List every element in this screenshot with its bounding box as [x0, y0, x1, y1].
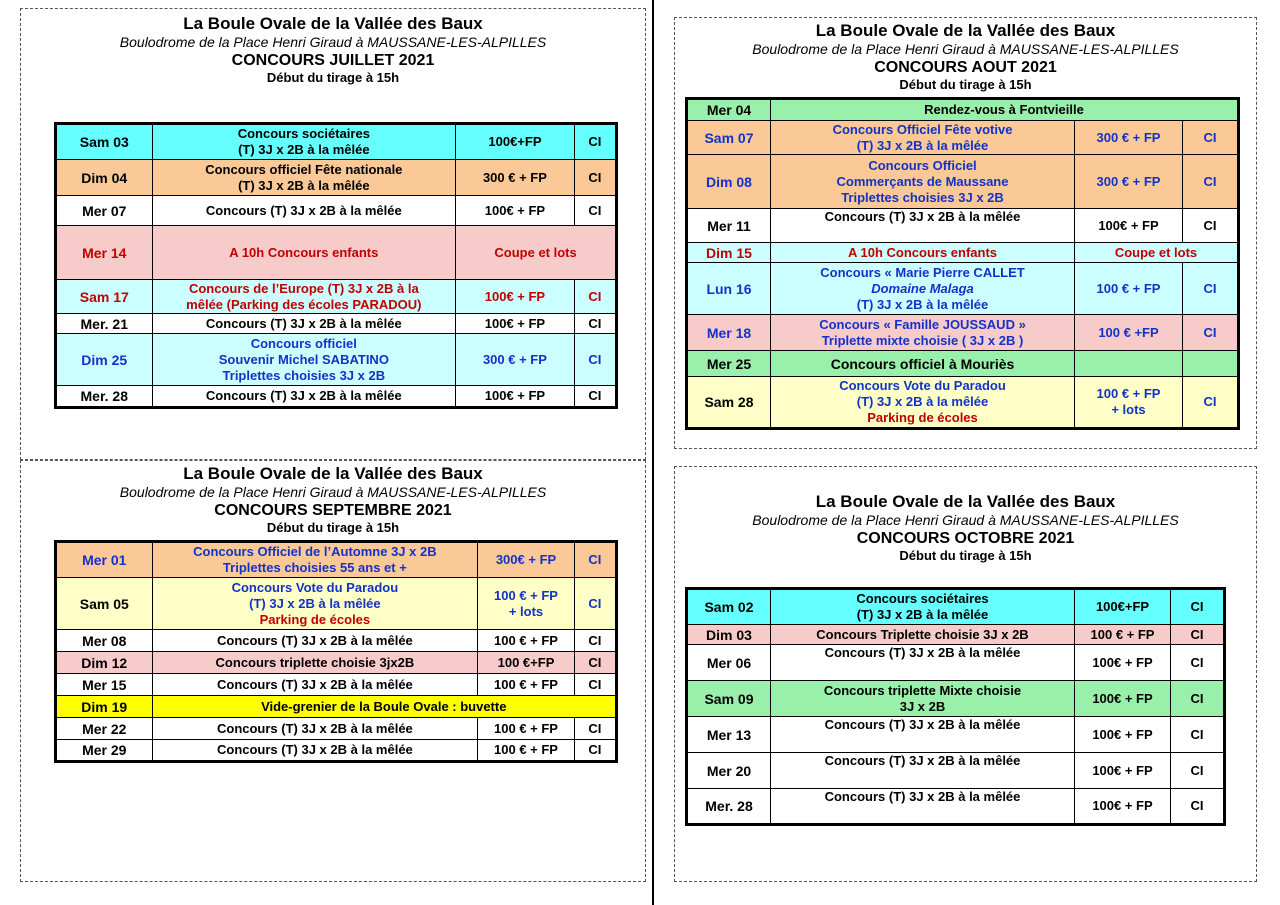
- septembre-table: [54, 540, 618, 763]
- ci-cell: CI: [1183, 209, 1239, 243]
- date-cell: Sam 17: [56, 280, 153, 314]
- event-cell: Concours Vote du Paradou (T) 3J x 2B à la mêlée Parking de écoles: [771, 377, 1075, 429]
- event-cell: Vide-grenier de la Boule Ovale : buvette: [152, 696, 616, 718]
- table-row: [56, 160, 617, 196]
- event-cell: Concours Officiel Fête votive (T) 3J x 2B à la mêlée: [771, 121, 1075, 155]
- prize-cell: 100 € + FP: [1075, 263, 1183, 315]
- event-cell: Concours (T) 3J x 2B à la mêlée: [771, 209, 1075, 243]
- date-cell: Mer 29: [56, 740, 153, 762]
- prize-cell: 100€ + FP: [456, 386, 575, 408]
- club-title: La Boule Ovale de la Vallée des Baux: [183, 14, 483, 33]
- ci-cell: CI: [574, 630, 616, 652]
- event-cell: Concours (T) 3J x 2B à la mêlée: [771, 717, 1075, 753]
- event-cell: Concours officiel Souvenir Michel SABATINO Triplettes choisies 3J x 2B: [152, 334, 456, 386]
- event-cell: Concours (T) 3J x 2B à la mêlée: [771, 753, 1075, 789]
- table-row: [687, 589, 1225, 625]
- event-cell: Concours sociétaires (T) 3J x 2B à la mêlée: [771, 589, 1075, 625]
- prize-cell: 300 € + FP: [1075, 155, 1183, 209]
- ci-cell: [1183, 351, 1239, 377]
- table-row: [56, 696, 617, 718]
- draw-time: Début du tirage à 15h: [899, 77, 1032, 92]
- page-divider: [652, 0, 654, 905]
- prize-cell: 100€+FP: [456, 124, 575, 160]
- date-cell: Mer 07: [56, 196, 153, 226]
- table-row: [687, 753, 1225, 789]
- event-cell: Concours Officiel de l’Automne 3J x 2B Triplettes choisies 55 ans et +: [152, 542, 478, 578]
- date-cell: Mer 18: [687, 315, 771, 351]
- table-row: [687, 717, 1225, 753]
- ci-cell: CI: [574, 314, 616, 334]
- table-row: [687, 209, 1239, 243]
- table-row: [687, 315, 1239, 351]
- event-cell: Concours Vote du Paradou (T) 3J x 2B à la mêlée Parking de écoles: [152, 578, 478, 630]
- event-cell: Concours officiel Fête nationale (T) 3J x 2B à la mêlée: [152, 160, 456, 196]
- prize-cell: 100€ + FP: [1075, 645, 1171, 681]
- ci-cell: CI: [1171, 681, 1225, 717]
- septembre-panel: [20, 460, 646, 882]
- octobre-table: [685, 587, 1226, 826]
- prize-cell: Coupe et lots: [1075, 243, 1239, 263]
- ci-cell: CI: [574, 280, 616, 314]
- ci-cell: CI: [574, 160, 616, 196]
- event-cell: Rendez-vous à Fontvieille: [771, 99, 1239, 121]
- table-row: [56, 226, 617, 280]
- table-row: [687, 121, 1239, 155]
- date-cell: Mer 08: [56, 630, 153, 652]
- club-title: La Boule Ovale de la Vallée des Baux: [183, 464, 483, 483]
- prize-cell: 100€ + FP: [1075, 209, 1183, 243]
- date-cell: Mer 15: [56, 674, 153, 696]
- event-cell: Concours « Marie Pierre CALLET Domaine Malaga (T) 3J x 2B à la mêlée: [771, 263, 1075, 315]
- prize-cell: 100 € + FP: [478, 674, 575, 696]
- prize-cell: 100 € + FP: [1075, 625, 1171, 645]
- date-cell: Mer 11: [687, 209, 771, 243]
- date-cell: Dim 15: [687, 243, 771, 263]
- date-cell: Mer. 21: [56, 314, 153, 334]
- table-row: [56, 196, 617, 226]
- draw-time: Début du tirage à 15h: [266, 70, 400, 85]
- event-cell: Concours sociétaires (T) 3J x 2B à la mêlée: [152, 124, 456, 160]
- ci-cell: CI: [1171, 789, 1225, 825]
- club-subtitle: Boulodrome de la Place Henri Giraud à MAUSSANE-LES-ALPILLES: [752, 41, 1179, 57]
- ci-cell: CI: [574, 652, 616, 674]
- event-cell: A 10h Concours enfants: [771, 243, 1075, 263]
- prize-cell: 100€ + FP: [456, 314, 575, 334]
- date-cell: Sam 07: [687, 121, 771, 155]
- prize-cell: 100 € + FP: [478, 740, 575, 762]
- aout-panel: [674, 17, 1257, 449]
- ci-cell: CI: [574, 718, 616, 740]
- date-cell: Mer 20: [687, 753, 771, 789]
- table-row: [687, 263, 1239, 315]
- event-cell: Concours de l’Europe (T) 3J x 2B à la mêlée (Parking des écoles PARADOU): [152, 280, 456, 314]
- ci-cell: CI: [574, 386, 616, 408]
- date-cell: Dim 03: [687, 625, 771, 645]
- date-cell: Mer 01: [56, 542, 153, 578]
- club-title: La Boule Ovale de la Vallée des Baux: [815, 492, 1116, 511]
- draw-time: Début du tirage à 15h: [899, 548, 1032, 563]
- table-row: [687, 243, 1239, 263]
- event-cell: Concours (T) 3J x 2B à la mêlée: [152, 740, 478, 762]
- table-row: [56, 334, 617, 386]
- month-heading: CONCOURS SEPTEMBRE 2021: [214, 502, 452, 519]
- prize-cell: 100 € + FP: [478, 718, 575, 740]
- ci-cell: CI: [574, 542, 616, 578]
- month-heading: CONCOURS OCTOBRE 2021: [856, 530, 1075, 547]
- prize-cell: 300€ + FP: [478, 542, 575, 578]
- date-cell: Dim 04: [56, 160, 153, 196]
- table-row: [687, 681, 1225, 717]
- date-cell: Mer 13: [687, 717, 771, 753]
- event-cell: Concours (T) 3J x 2B à la mêlée: [152, 630, 478, 652]
- ci-cell: CI: [1183, 315, 1239, 351]
- table-row: [56, 652, 617, 674]
- month-heading: CONCOURS AOUT 2021: [874, 59, 1057, 76]
- ci-cell: CI: [574, 740, 616, 762]
- table-row: [56, 674, 617, 696]
- event-cell: Concours triplette Mixte choisie 3J x 2B: [771, 681, 1075, 717]
- aout-table: [685, 97, 1240, 430]
- ci-cell: CI: [574, 124, 616, 160]
- ci-cell: CI: [574, 578, 616, 630]
- ci-cell: CI: [574, 674, 616, 696]
- date-cell: Lun 16: [687, 263, 771, 315]
- date-cell: Sam 09: [687, 681, 771, 717]
- date-cell: Mer 22: [56, 718, 153, 740]
- date-cell: Mer 25: [687, 351, 771, 377]
- table-row: [56, 124, 617, 160]
- club-subtitle: Boulodrome de la Place Henri Giraud à MAUSSANE-LES-ALPILLES: [119, 34, 547, 50]
- month-heading: CONCOURS JUILLET 2021: [231, 52, 435, 69]
- date-cell: Dim 08: [687, 155, 771, 209]
- prize-cell: 100€+FP: [1075, 589, 1171, 625]
- prize-cell: [1075, 351, 1183, 377]
- event-cell: Concours (T) 3J x 2B à la mêlée: [152, 314, 456, 334]
- date-cell: Mer 14: [56, 226, 153, 280]
- event-cell: Concours Officiel Commerçants de Maussane Triplettes choisies 3J x 2B: [771, 155, 1075, 209]
- table-row: [687, 625, 1225, 645]
- ci-cell: CI: [1183, 155, 1239, 209]
- event-cell: Concours (T) 3J x 2B à la mêlée: [152, 674, 478, 696]
- ci-cell: CI: [1171, 625, 1225, 645]
- prize-cell: 100 € + FP + lots: [478, 578, 575, 630]
- table-row: [56, 630, 617, 652]
- prize-cell: 100€ + FP: [456, 280, 575, 314]
- event-cell: Concours (T) 3J x 2B à la mêlée: [152, 196, 456, 226]
- date-cell: Mer. 28: [56, 386, 153, 408]
- date-cell: Sam 03: [56, 124, 153, 160]
- event-cell: Concours (T) 3J x 2B à la mêlée: [152, 718, 478, 740]
- ci-cell: CI: [574, 196, 616, 226]
- event-cell: Concours (T) 3J x 2B à la mêlée: [152, 386, 456, 408]
- table-row: [56, 718, 617, 740]
- prize-cell: Coupe et lots: [456, 226, 617, 280]
- ci-cell: CI: [1171, 589, 1225, 625]
- table-row: [56, 386, 617, 408]
- club-title: La Boule Ovale de la Vallée des Baux: [815, 21, 1116, 40]
- ci-cell: CI: [1183, 377, 1239, 429]
- prize-cell: 100€ + FP: [456, 196, 575, 226]
- table-row: [687, 645, 1225, 681]
- prize-cell: 300 € + FP: [456, 334, 575, 386]
- event-cell: Concours « Famille JOUSSAUD » Triplette mixte choisie ( 3J x 2B ): [771, 315, 1075, 351]
- ci-cell: CI: [1171, 753, 1225, 789]
- table-row: [687, 99, 1239, 121]
- juillet-table: [54, 122, 618, 409]
- ci-cell: CI: [1183, 121, 1239, 155]
- date-cell: Sam 05: [56, 578, 153, 630]
- prize-cell: 100€ + FP: [1075, 717, 1171, 753]
- prize-cell: 100€ + FP: [1075, 789, 1171, 825]
- date-cell: Dim 25: [56, 334, 153, 386]
- date-cell: Dim 12: [56, 652, 153, 674]
- date-cell: Mer. 28: [687, 789, 771, 825]
- draw-time: Début du tirage à 15h: [266, 520, 400, 535]
- date-cell: Sam 02: [687, 589, 771, 625]
- prize-cell: 100 € + FP + lots: [1075, 377, 1183, 429]
- event-cell: Concours Triplette choisie 3J x 2B: [771, 625, 1075, 645]
- date-cell: Sam 28: [687, 377, 771, 429]
- table-row: [687, 789, 1225, 825]
- prize-cell: 100 € + FP: [478, 630, 575, 652]
- octobre-panel: [674, 466, 1257, 882]
- prize-cell: 100€ + FP: [1075, 753, 1171, 789]
- ci-cell: CI: [1171, 717, 1225, 753]
- club-subtitle: Boulodrome de la Place Henri Giraud à MAUSSANE-LES-ALPILLES: [119, 484, 547, 500]
- club-subtitle: Boulodrome de la Place Henri Giraud à MAUSSANE-LES-ALPILLES: [752, 512, 1179, 528]
- ci-cell: CI: [1171, 645, 1225, 681]
- date-cell: Mer 06: [687, 645, 771, 681]
- date-cell: Mer 04: [687, 99, 771, 121]
- table-row: [687, 351, 1239, 377]
- table-row: [56, 578, 617, 630]
- table-row: [687, 377, 1239, 429]
- table-row: [56, 740, 617, 762]
- prize-cell: 100 € +FP: [1075, 315, 1183, 351]
- prize-cell: 100 €+FP: [478, 652, 575, 674]
- juillet-panel: [20, 8, 646, 460]
- ci-cell: CI: [1183, 263, 1239, 315]
- event-cell: Concours officiel à Mouriès: [771, 351, 1075, 377]
- event-cell: Concours (T) 3J x 2B à la mêlée: [771, 789, 1075, 825]
- event-cell: Concours triplette choisie 3jx2B: [152, 652, 478, 674]
- prize-cell: 300 € + FP: [456, 160, 575, 196]
- table-row: [687, 155, 1239, 209]
- ci-cell: CI: [574, 334, 616, 386]
- prize-cell: 100€ + FP: [1075, 681, 1171, 717]
- table-row: [56, 542, 617, 578]
- table-row: [56, 314, 617, 334]
- date-cell: Dim 19: [56, 696, 153, 718]
- event-cell: Concours (T) 3J x 2B à la mêlée: [771, 645, 1075, 681]
- table-row: [56, 280, 617, 314]
- prize-cell: 300 € + FP: [1075, 121, 1183, 155]
- event-cell: A 10h Concours enfants: [152, 226, 456, 280]
